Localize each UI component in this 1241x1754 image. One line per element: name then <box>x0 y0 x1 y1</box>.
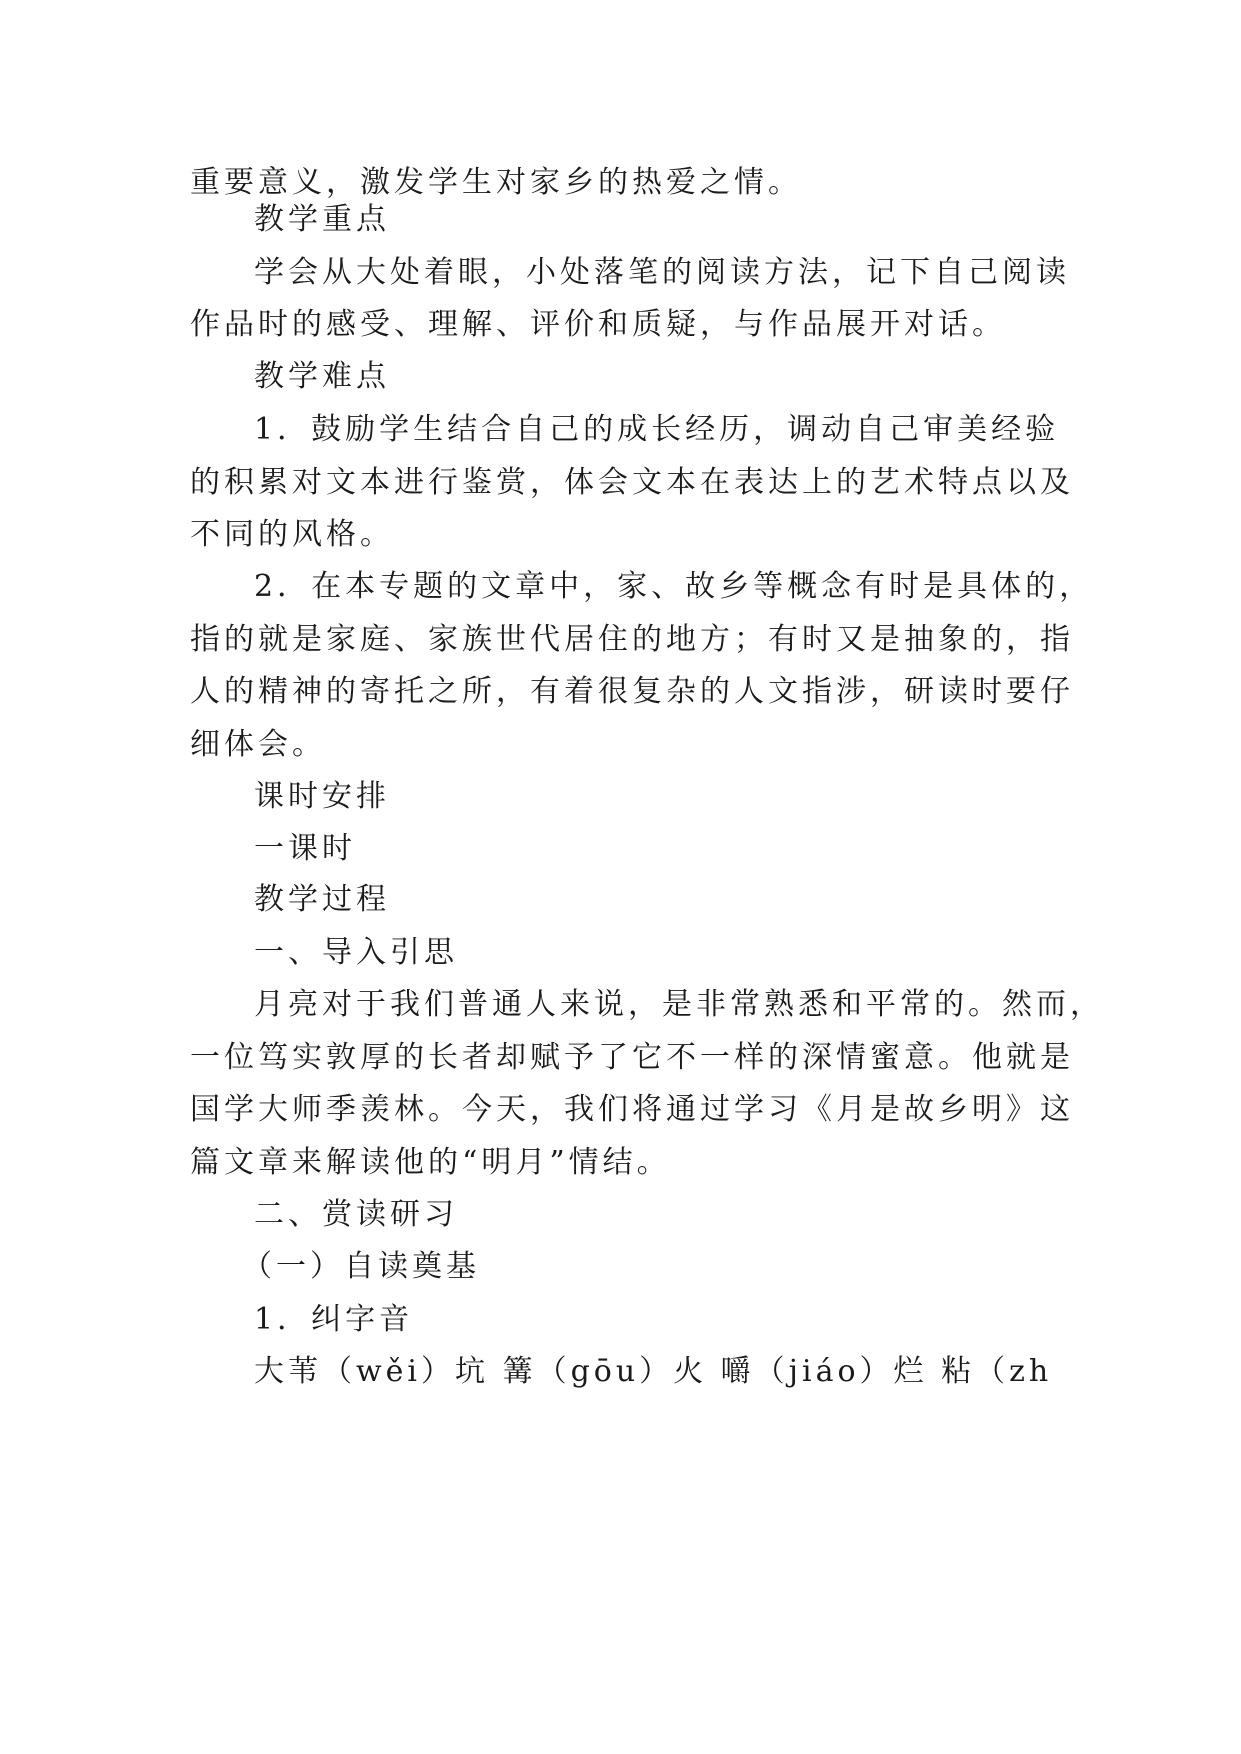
paragraph-line: 指的就是家庭、家族世代居住的地方；有时又是抽象的，指 <box>190 622 1074 657</box>
paragraph-line: 篇文章来解读他的“明月”情结。 <box>190 1145 671 1180</box>
paragraph-line: 不同的风格。 <box>190 517 394 552</box>
paragraph-line: 人的精神的寄托之所，有着很复杂的人文指涉，研读时要仔 <box>190 674 1074 709</box>
section-heading-schedule: 课时安排 <box>254 779 390 814</box>
list-item-line: 1．鼓励学生结合自己的成长经历，调动自己审美经验 <box>254 412 1060 447</box>
paragraph-line: 细体会。 <box>190 727 326 762</box>
list-item-line: 2．在本专题的文章中，家、故乡等概念有时是具体的， <box>254 569 1094 604</box>
paragraph-line: 的积累对文本进行鉴赏，体会文本在表达上的艺术特点以及 <box>190 465 1074 500</box>
paragraph-line: 国学大师季羡林。今天，我们将通过学习《月是故乡明》这 <box>190 1092 1074 1127</box>
paragraph-line: 大苇（wěi）坑 篝（gōu）火 嚼（jiáo）烂 粘（zh <box>254 1354 1053 1389</box>
section-heading-key-points: 教学重点 <box>254 202 390 237</box>
paragraph-line: 重要意义，激发学生对家乡的热爱之情。 <box>190 165 802 200</box>
subsection-heading: 二、赏读研习 <box>254 1197 458 1232</box>
paragraph-line: 作品时的感受、理解、评价和质疑，与作品展开对话。 <box>190 307 1006 342</box>
paragraph-line: 一课时 <box>254 831 356 866</box>
list-item-line: 1．纠字音 <box>254 1302 414 1337</box>
subsection-heading: 一、导入引思 <box>254 935 458 970</box>
paragraph-line: 学会从大处着眼，小处落笔的阅读方法，记下自己阅读 <box>254 255 1070 290</box>
paragraph-line: 月亮对于我们普通人来说，是非常熟悉和平常的。然而， <box>254 987 1104 1022</box>
section-heading-process: 教学过程 <box>254 882 390 917</box>
section-heading-difficulties: 教学难点 <box>254 359 390 394</box>
subsection-heading: （一）自读奠基 <box>242 1249 480 1284</box>
paragraph-line: 一位笃实敦厚的长者却赋予了它不一样的深情蜜意。他就是 <box>190 1040 1074 1075</box>
